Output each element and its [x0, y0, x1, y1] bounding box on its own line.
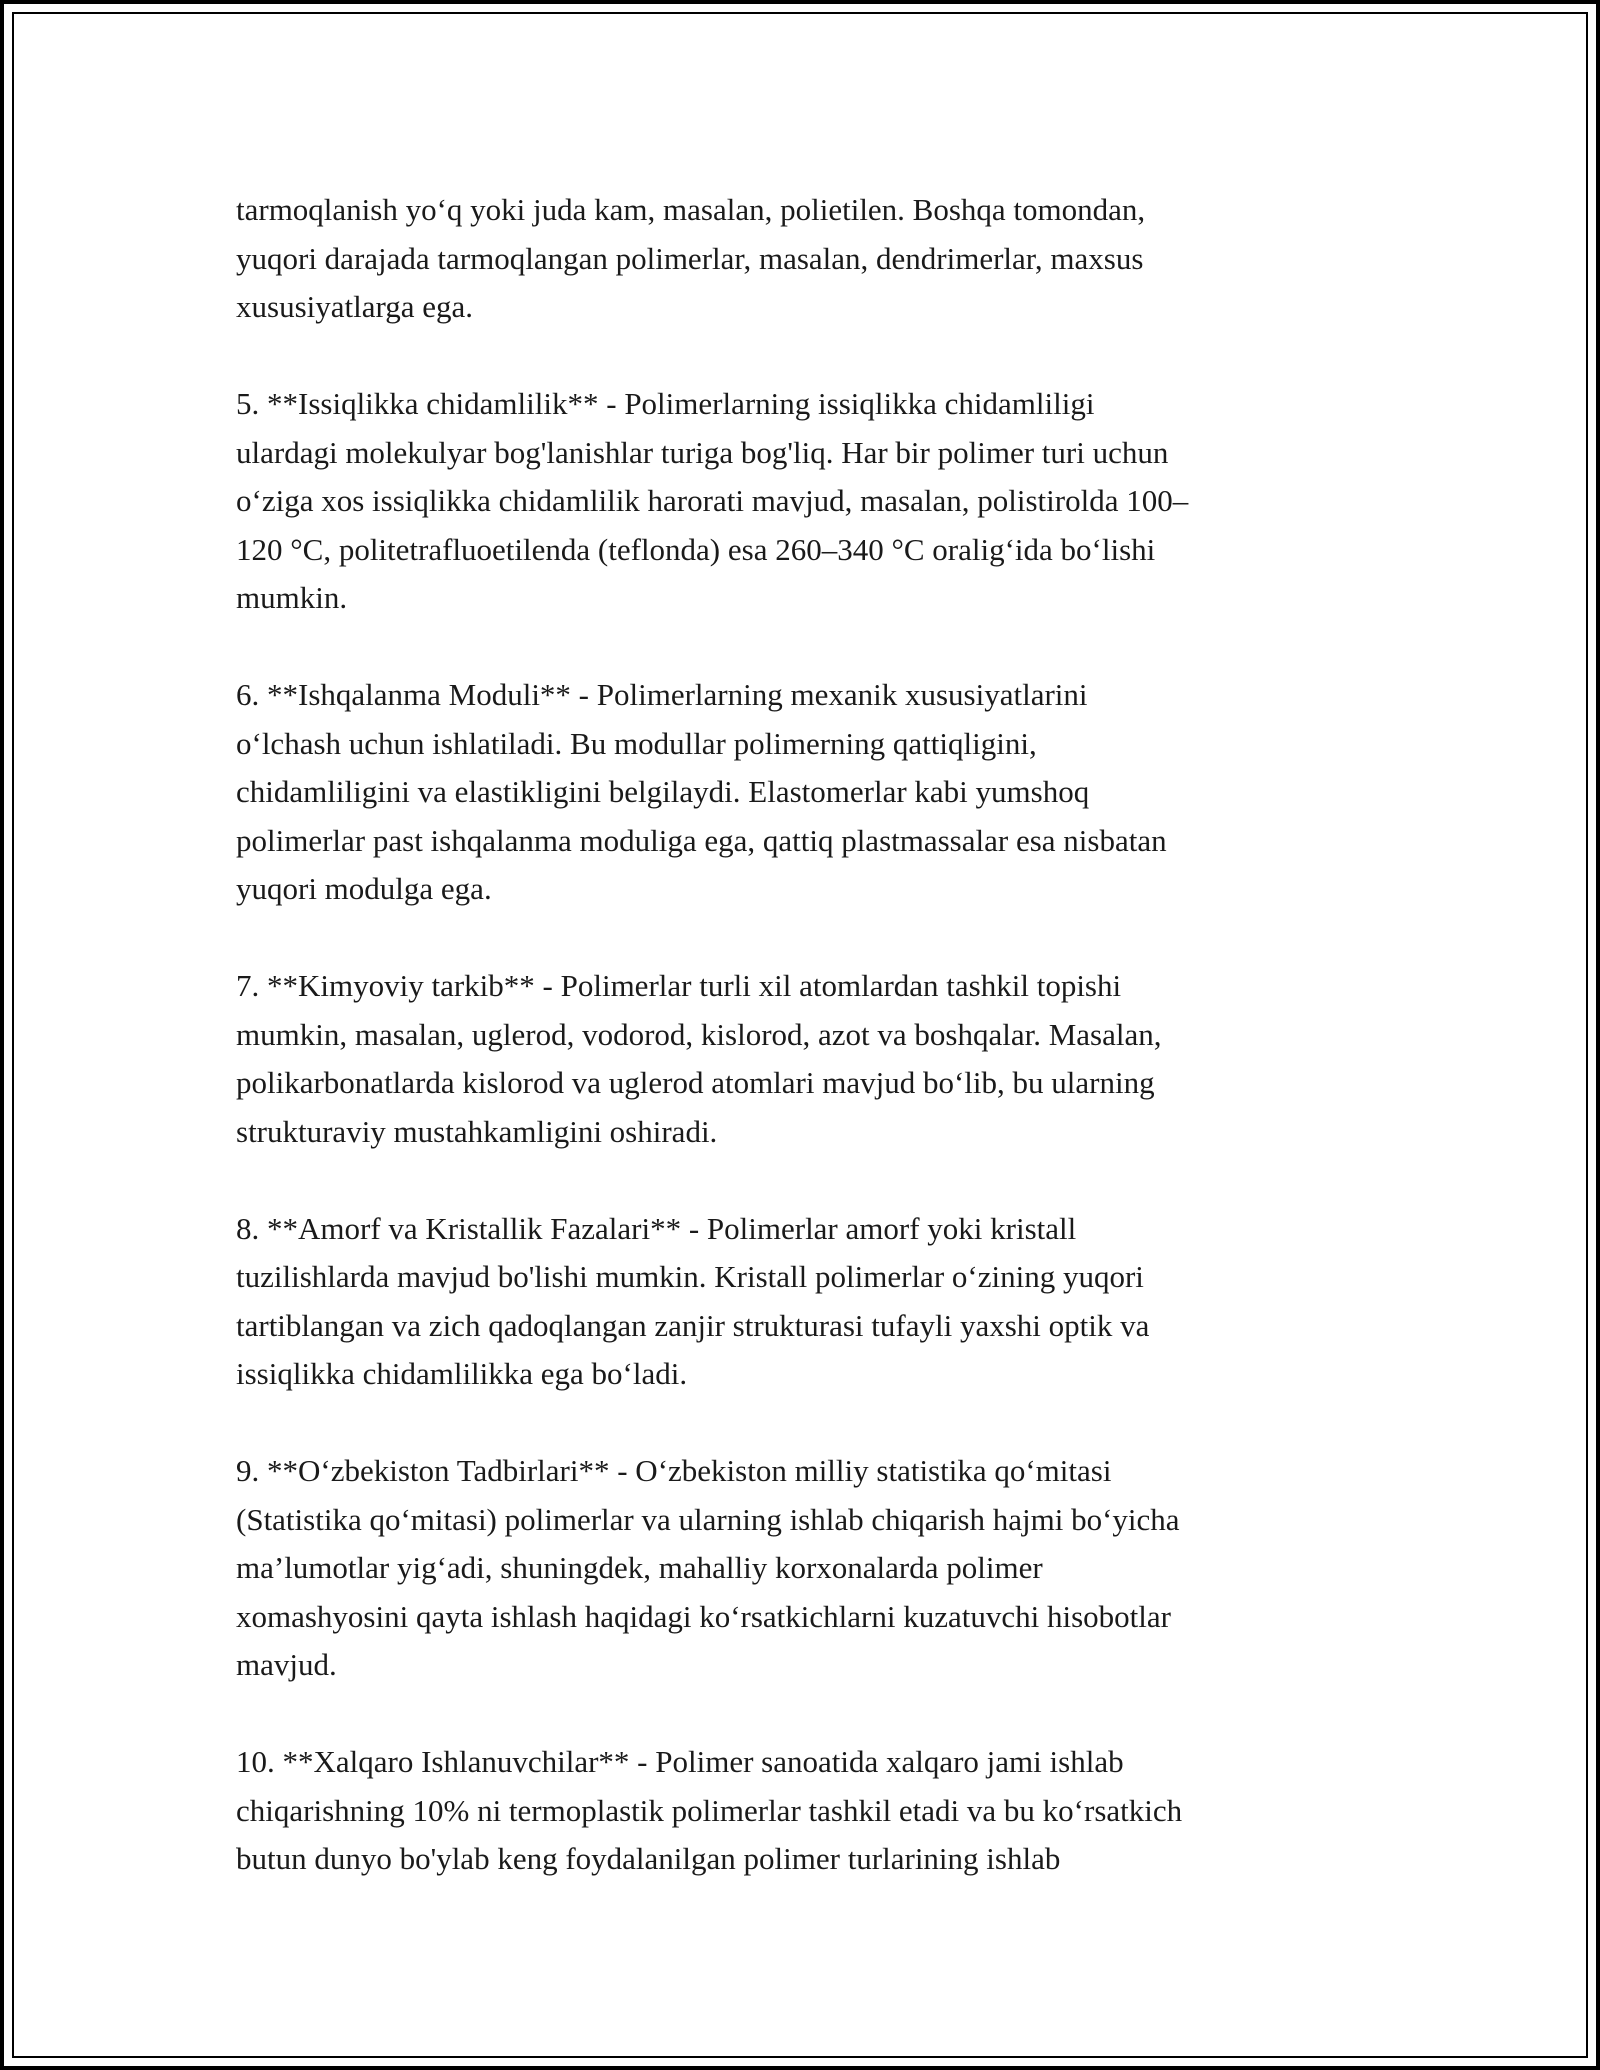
paragraph-amorphous-crystalline: 8. **Amorf va Kristallik Fazalari** - Polimerlar amorf yoki kristall tuzilishlarda mavjud bo'lishi mumkin. Kristall polimerlar oʻzining yuqori tartiblangan va zich qadoqlangan zanjir strukturasi tufayli yaxshi optik va issiqlikka chidamlilikka ega boʻladi.	[236, 1210, 1150, 1391]
paragraph-friction-modulus: 6. **Ishqalanma Moduli** - Polimerlarning mexanik xususiyatlarini oʻlchash uchun ishlatiladi. Bu modullar polimerning qattiqligini, chidamliligini va elastikligini belgilaydi. Elastomerlar kabi yumshoq polimerlar past ishqalanma moduliga ega, qattiq plastmassalar esa nisbatan yuqori modulga ega.	[236, 677, 1167, 906]
paragraph-chemical-composition: 7. **Kimyoviy tarkib** - Polimerlar turli xil atomlardan tashkil topishi mumkin, masalan, uglerod, vodorod, kislorod, azot va boshqalar. Masalan, polikarbonatlarda kislorod va uglerod atomlari mavjud boʻlib, bu ularning strukturaviy mustahkamligini oshiradi.	[236, 968, 1162, 1149]
paragraph-international-producers: 10. **Xalqaro Ishlanuvchilar** - Polimer sanoatida xalqaro jami ishlab chiqarishning 10% ni termoplastik polimerlar tashkil etadi va bu koʻrsatkich butun dunyo bo'ylab keng foydalanilgan polimer turlarining ishlab	[236, 1744, 1183, 1876]
paragraph-uzbekistan-measures: 9. **Oʻzbekiston Tadbirlari** - Oʻzbekiston milliy statistika qoʻmitasi (Statistika qoʻmitasi) polimerlar va ularning ishlab chiqarish hajmi boʻyicha ma’lumotlar yigʻadi, shuningdek, mahalliy korxonalarda polimer xomashyosini qayta ishlash haqidagi koʻrsatkichlarni kuzatuvchi hisobotlar mavjud.	[236, 1453, 1180, 1682]
paragraph-branching-continuation: tarmoqlanish yoʻq yoki juda kam, masalan, polietilen. Boshqa tomondan, yuqori darajada tarmoqlangan polimerlar, masalan, dendrimerlar, maxsus xususiyatlarga ega.	[236, 192, 1146, 324]
paragraph-heat-resistance: 5. **Issiqlikka chidamlilik** - Polimerlarning issiqlikka chidamliligi ulardagi molekulyar bog'lanishlar turiga bog'liq. Har bir polimer turi uchun oʻziga xos issiqlikka chidamlilik harorati mavjud, masalan, polistirolda 100– 120 °C, politetrafluoetilenda (teflonda) esa 260–340 °C oraligʻida boʻlishi mumkin.	[236, 386, 1189, 615]
document-body	[236, 186, 1366, 1884]
